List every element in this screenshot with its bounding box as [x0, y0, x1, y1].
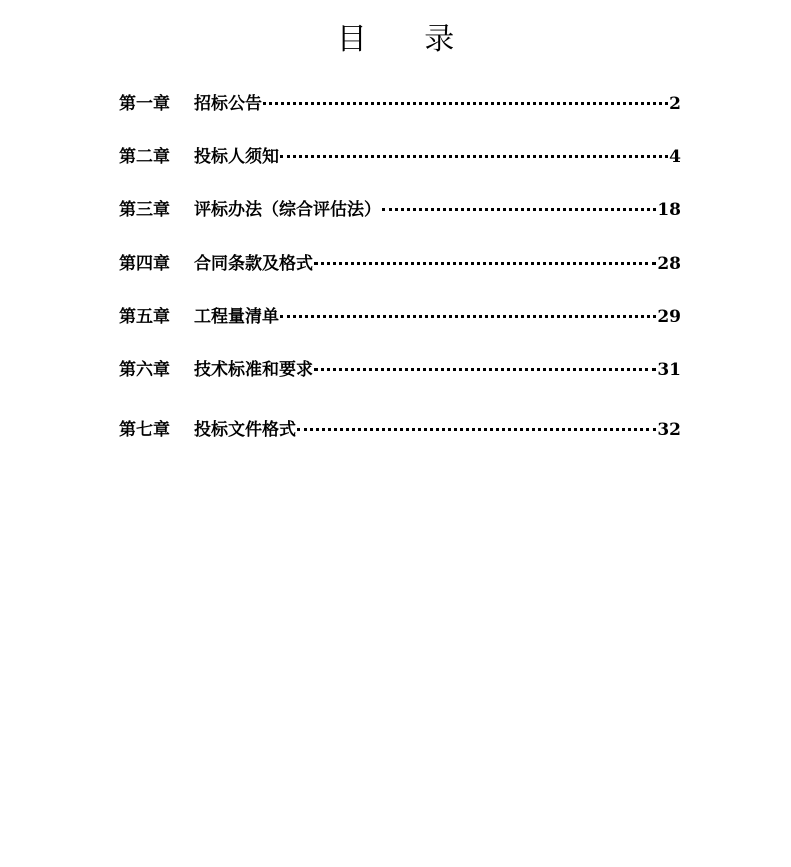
toc-entry [119, 305, 681, 329]
toc-chapter-number: 第五章 [119, 307, 170, 327]
toc-entry [119, 145, 681, 169]
toc-dot-leader [382, 208, 656, 211]
toc-chapter-number: 第一章 [119, 94, 170, 114]
toc-page-number: 31 [657, 360, 681, 380]
toc-chapter-number: 第七章 [119, 420, 170, 440]
toc-dot-leader [280, 315, 656, 318]
toc-chapter-heading: 合同条款及格式 [194, 254, 313, 274]
toc-dot-leader [314, 368, 656, 371]
toc-entry [119, 358, 681, 382]
toc-page-number: 18 [657, 200, 681, 220]
toc-page-number: 29 [657, 307, 681, 327]
toc-page-number: 28 [657, 254, 681, 274]
toc-chapter-heading: 投标人须知 [194, 147, 279, 167]
toc-chapter-heading: 工程量清单 [194, 307, 279, 327]
toc-entry [119, 198, 681, 222]
toc-dot-leader [263, 102, 668, 105]
toc-page-number: 32 [657, 420, 681, 440]
toc-chapter-heading: 投标文件格式 [194, 420, 296, 440]
toc-chapter-heading: 招标公告 [194, 94, 262, 114]
toc-chapter-number: 第二章 [119, 147, 170, 167]
toc-chapter-heading: 技术标准和要求 [194, 360, 313, 380]
toc-entry [119, 92, 681, 116]
toc-dot-leader [314, 262, 656, 265]
toc-chapter-heading: 评标办法（综合评估法） [194, 200, 381, 220]
toc-title: 目 录 [336, 22, 479, 57]
toc-chapter-number: 第四章 [119, 254, 170, 274]
toc-chapter-number: 第六章 [119, 360, 170, 380]
toc-page-number: 4 [669, 147, 681, 167]
toc-dot-leader [280, 155, 668, 158]
toc-page-number: 2 [669, 94, 681, 114]
toc-entry [119, 418, 681, 442]
toc-entry [119, 252, 681, 276]
toc-chapter-number: 第三章 [119, 200, 170, 220]
toc-dot-leader [297, 428, 656, 431]
